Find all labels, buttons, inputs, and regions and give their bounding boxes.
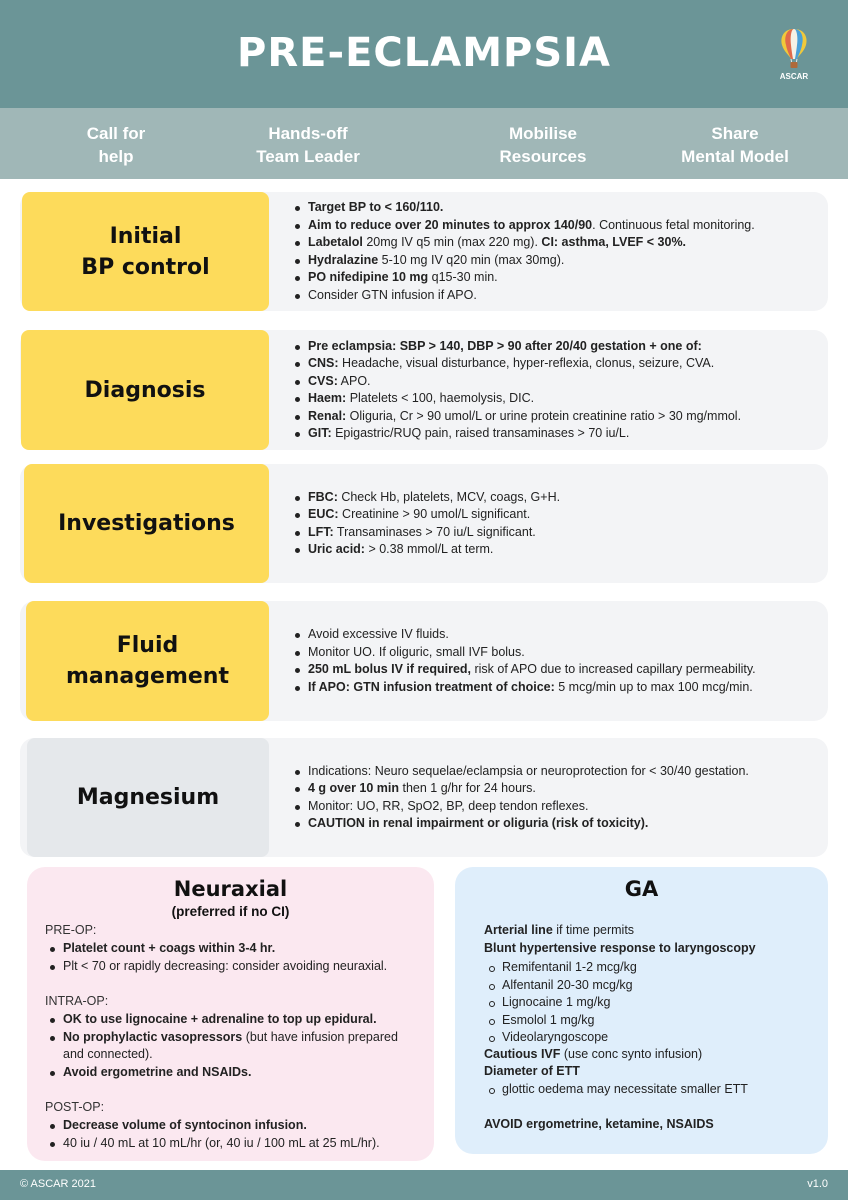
bold-text: Arterial line (484, 923, 553, 937)
bold-text: Aim to reduce over 20 minutes to approx 140/90 (308, 217, 593, 232)
list-item (290, 199, 755, 217)
bullet-list (290, 763, 749, 833)
bold-text: Diameter of ETT (484, 1064, 580, 1078)
panel-title: Neuraxial (173, 877, 288, 901)
list-item: Remifentanil 1-2 mcg/kg (484, 959, 814, 977)
list-item (290, 541, 560, 559)
bold-text: FBC: (308, 489, 338, 504)
list-item (290, 524, 560, 542)
list-item: Esmolol 1 mg/kg (484, 1012, 814, 1030)
section-label: Investigations (24, 464, 269, 583)
list-item (290, 815, 749, 833)
section-label: Initial BP control (22, 192, 269, 311)
bold-text: Platelet count + coags within 3-4 hr. (63, 941, 276, 955)
principle-mobilise-resources: Mobilise Resources (499, 124, 587, 166)
preop-list (45, 940, 420, 975)
list-item (290, 234, 755, 252)
list-item: glottic oedema may necessitate smaller ETT (484, 1081, 814, 1099)
list-item (290, 390, 741, 408)
list-item (290, 644, 756, 662)
intraop-label: INTRA-OP: (45, 994, 109, 1008)
bold-text: EUC: (308, 507, 339, 521)
logo-text: ASCAR (779, 72, 809, 81)
section-label: Fluid management (26, 601, 269, 721)
bullet-list (290, 489, 560, 559)
footer (0, 1170, 848, 1200)
list-item: Alfentanil 20-30 mcg/kg (484, 977, 814, 995)
text: Plt < 70 or rapidly decreasing: consider avoiding neuraxial. (63, 958, 388, 973)
arterial-line-text (484, 923, 634, 937)
bold-text: 250 mL bolus IV if required, (308, 662, 472, 676)
list-item (290, 679, 756, 697)
text: Headache, visual disturbance, hyper-reflexia, clonus, seizure, CVA. (338, 356, 715, 370)
section-label: Diagnosis (21, 330, 269, 450)
postop-label: POST-OP: (45, 1100, 105, 1114)
ascar-logo (772, 26, 816, 86)
list-item: Lignocaine 1 mg/kg (484, 994, 814, 1012)
preop-label: PRE-OP: (45, 923, 97, 937)
bold-text: Hydralazine (308, 252, 379, 267)
bullet-list (290, 626, 756, 696)
list-item (290, 373, 741, 391)
list-item (45, 958, 420, 976)
neuraxial-panel (27, 867, 434, 1161)
principle-team-leader: Hands-off Team Leader (256, 124, 360, 166)
list-item (290, 355, 741, 373)
avoid-warning: AVOID ergometrine, ketamine, NSAIDS (484, 1117, 714, 1131)
list-item (290, 425, 741, 443)
section-fluid-management (20, 601, 828, 721)
principle-mental-model: Share Mental Model (681, 124, 789, 166)
bold-text: CI: asthma, LVEF < 30%. (541, 235, 687, 249)
list-item (290, 269, 755, 287)
bold-text: OK to use lignocaine + adrenaline to top up epidural. (63, 1012, 377, 1026)
page-title: PRE-ECLAMPSIA (237, 30, 611, 76)
list-item (290, 489, 560, 507)
blunt-response-list (484, 959, 814, 1047)
text: > 0.38 mmol/L at term. (364, 542, 494, 556)
version: v1.0 (807, 1178, 828, 1190)
panel-subtitle: (preferred if no CI) (171, 904, 290, 919)
text: risk of APO due to increased capillary permeability. (471, 662, 756, 676)
intraop-list (45, 1011, 420, 1081)
list-item (290, 506, 560, 524)
bold-text: Haem: (308, 391, 347, 405)
bold-text: GIT: (308, 426, 332, 440)
copyright: © ASCAR 2021 (20, 1178, 96, 1190)
text: APO. (337, 373, 371, 388)
ett-diameter-text (484, 1064, 580, 1078)
postop-list (45, 1117, 420, 1152)
bold-text: Pre eclampsia: SBP > 140, DBP > 90 after 20/40 gestation + one of: (308, 338, 702, 353)
bold-text: If APO: GTN infusion treatment of choice: (308, 679, 555, 694)
text: then 1 g/hr for 24 hours. (399, 781, 536, 795)
bold-text: No prophylactic vasopressors (63, 1029, 243, 1044)
list-item (45, 1117, 420, 1135)
text: q15-30 min. (428, 270, 498, 284)
list-item (45, 940, 420, 958)
text: Indications: Neuro sequelae/eclampsia or neuroprotection for < 30/40 gestation. (308, 763, 749, 778)
text: Epigastric/RUQ pain, raised transaminases > 70 iu/L. (331, 426, 630, 440)
text: 40 iu / 40 mL at 10 mL/hr (or, 40 iu / 100 mL at 25 mL/hr). (63, 1135, 380, 1150)
list-item (290, 798, 749, 816)
text: Check Hb, platelets, MCV, coags, G+H. (337, 489, 561, 504)
panel-title: GA (624, 877, 659, 901)
section-bp-control (20, 192, 828, 311)
text: Oliguria, Cr > 90 umol/L or urine protein creatinine ratio > 30 mg/mmol. (346, 408, 742, 423)
bold-text: CVS: (308, 373, 338, 388)
blunt-response-text (484, 941, 756, 955)
bold-text: LFT: (308, 524, 334, 539)
principle-call-for-help: Call for help (86, 124, 146, 166)
bold-text: Avoid ergometrine and NSAIDs. (63, 1064, 252, 1079)
bold-text: Blunt hypertensive response to laryngoscopy (484, 941, 756, 955)
text: 20mg IV q5 min (max 220 mg). (362, 235, 542, 249)
section-label: Magnesium (27, 738, 269, 857)
text: Platelets < 100, haemolysis, DIC. (346, 391, 535, 405)
list-item (290, 217, 755, 235)
section-diagnosis (20, 330, 828, 450)
list-item (45, 1029, 420, 1064)
list-item (290, 780, 749, 798)
bold-text: Uric acid: (308, 542, 365, 556)
text: (but have infusion prepared and connected). (63, 1029, 398, 1061)
header (0, 0, 848, 108)
list-item (290, 763, 749, 781)
list-item (290, 338, 741, 356)
ett-list (484, 1081, 814, 1099)
list-item (290, 408, 741, 426)
bold-text: Renal: (308, 408, 347, 423)
text: . Continuous fetal monitoring. (592, 217, 755, 232)
bold-text: CAUTION in renal impairment or oliguria (risk of toxicity). (308, 816, 649, 830)
list-item (290, 661, 756, 679)
text: Monitor UO. If oliguric, small IVF bolus. (308, 644, 525, 659)
list-item (290, 287, 755, 305)
bold-text: PO nifedipine 10 mg (308, 270, 429, 284)
bold-text: Labetalol (308, 235, 363, 249)
hot-air-balloon-icon (772, 26, 816, 72)
cautious-ivf-text (484, 1047, 702, 1061)
bold-text: CNS: (308, 356, 339, 370)
list-item (290, 252, 755, 270)
list-item: Videolaryngoscope (484, 1029, 814, 1047)
section-magnesium (20, 738, 828, 857)
text: Avoid excessive IV fluids. (308, 627, 449, 641)
bold-text: Cautious IVF (484, 1047, 561, 1061)
list-item (45, 1135, 420, 1153)
text: if time permits (552, 923, 635, 937)
list-item (45, 1064, 420, 1082)
ga-panel (455, 867, 828, 1154)
bullet-list (290, 199, 755, 304)
text: (use conc synto infusion) (560, 1047, 703, 1061)
list-item (290, 626, 756, 644)
text: Creatinine > 90 umol/L significant. (338, 507, 531, 521)
principles-bar (0, 108, 848, 179)
text: Consider GTN infusion if APO. (308, 287, 477, 302)
bullet-list (290, 338, 741, 443)
bold-text: 4 g over 10 min (308, 781, 400, 795)
text: Transaminases > 70 iu/L significant. (333, 524, 536, 539)
text: Monitor: UO, RR, SpO2, BP, deep tendon reflexes. (308, 798, 589, 813)
text: 5 mcg/min up to max 100 mcg/min. (554, 679, 753, 694)
list-item (45, 1011, 420, 1029)
section-investigations (20, 464, 828, 583)
text: 5-10 mg IV q20 min (max 30mg). (378, 252, 565, 267)
bold-text: Target BP to < 160/110. (308, 200, 444, 214)
bold-text: Decrease volume of syntocinon infusion. (63, 1118, 307, 1132)
